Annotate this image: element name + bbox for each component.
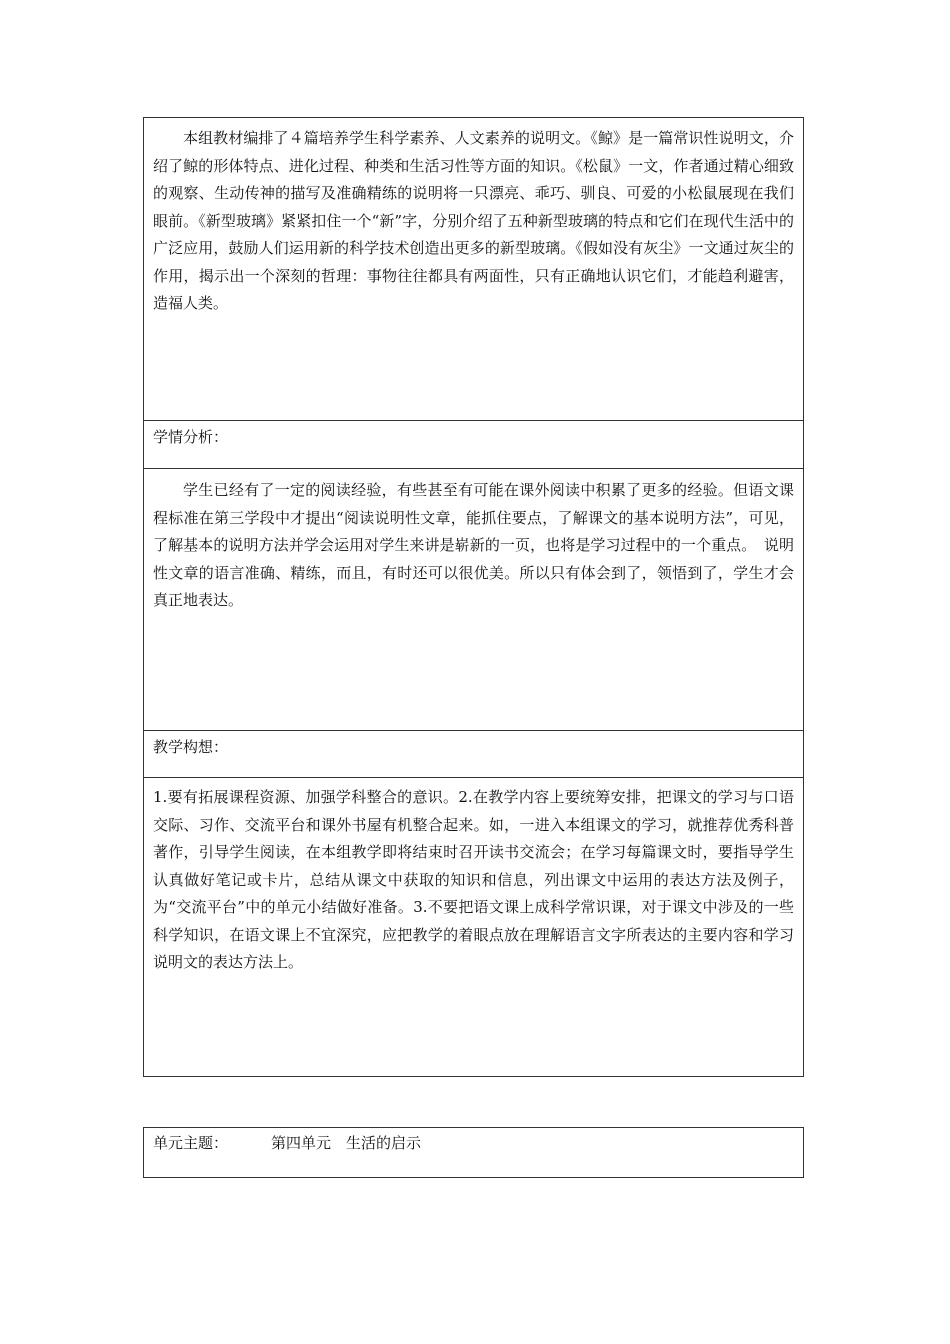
student-analysis-label-cell: [144, 421, 803, 469]
unit-theme-label: 单元主题：: [153, 1134, 229, 1152]
student-analysis-label: 学情分析：: [153, 428, 229, 446]
intro-text-cell: [144, 118, 803, 421]
intro-text: 本组教材编排了４篇培养学生科学素养、人文素养的说明文。《鲸》是一篇常识性说明文，介绍了鲸的形体特点、进化过程、种类和生活习性等方面的知识。《松鼠》一文，作者通过精心细致的观察、生动传神的描写及准确精练的说明将一只漂亮、乖巧、驯良、可爱的小松鼠展现在我们眼前。《新型玻璃》紧紧扣住一个“新”字，分别介绍了五种新型玻璃的特点和它们在现代生活中的广泛应用，鼓励人们运用新的科学技术创造出更多的新型玻璃。《假如没有灰尘》一文通过灰尘的作用，揭示出一个深刻的哲理：事物往往都具有两面性，只有正确地认识它们，才能趋利避害，造福人类。: [153, 129, 794, 312]
teaching-concept-cell: [144, 778, 803, 1076]
student-analysis-cell: [144, 469, 803, 731]
teaching-concept-label-cell: [144, 731, 803, 778]
student-analysis-text: 学生已经有了一定的阅读经验，有些甚至有可能在课外阅读中积累了更多的经验。但语文课程标准在第三学段中才提出“阅读说明性文章，能抓住要点，了解课文的基本说明方法”，可见，了解基本的说明方法并学会运用对学生来讲是崭新的一页，也将是学习过程中的一个重点。 说明性文章的语言准确、精练，而且，有时还可以很优美。所以只有体会到了，领悟到了，学生才会真正地表达。: [153, 481, 794, 609]
teaching-concept-label: 教学构想：: [153, 738, 229, 756]
teaching-concept-text: 1.要有拓展课程资源、加强学科整合的意识。2.在教学内容上要统筹安排，把课文的学习与口语交际、习作、交流平台和课外书屋有机整合起来。如，一进入本组课文的学习，就推荐优秀科普著作，引导学生阅读，在本组教学即将结束时召开读书交流会；在学习每篇课文时，要指导学生认真做好笔记或卡片，总结从课文中获取的知识和信息，列出课文中运用的表达方法及例子，为“交流平台”中的单元小结做好准备。3.不要把语文课上成科学常识课，对于课文中涉及的一些科学知识，在语文课上不宜深究，应把教学的着眼点放在理解语言文字所表达的主要内容和学习说明文的表达方法上。: [153, 788, 794, 971]
unit-theme-row: [144, 1128, 803, 1157]
unit-theme-value: 第四单元 生活的启示: [271, 1134, 422, 1152]
unit-theme-table: [143, 1127, 804, 1178]
lesson-plan-table: [143, 117, 804, 1077]
